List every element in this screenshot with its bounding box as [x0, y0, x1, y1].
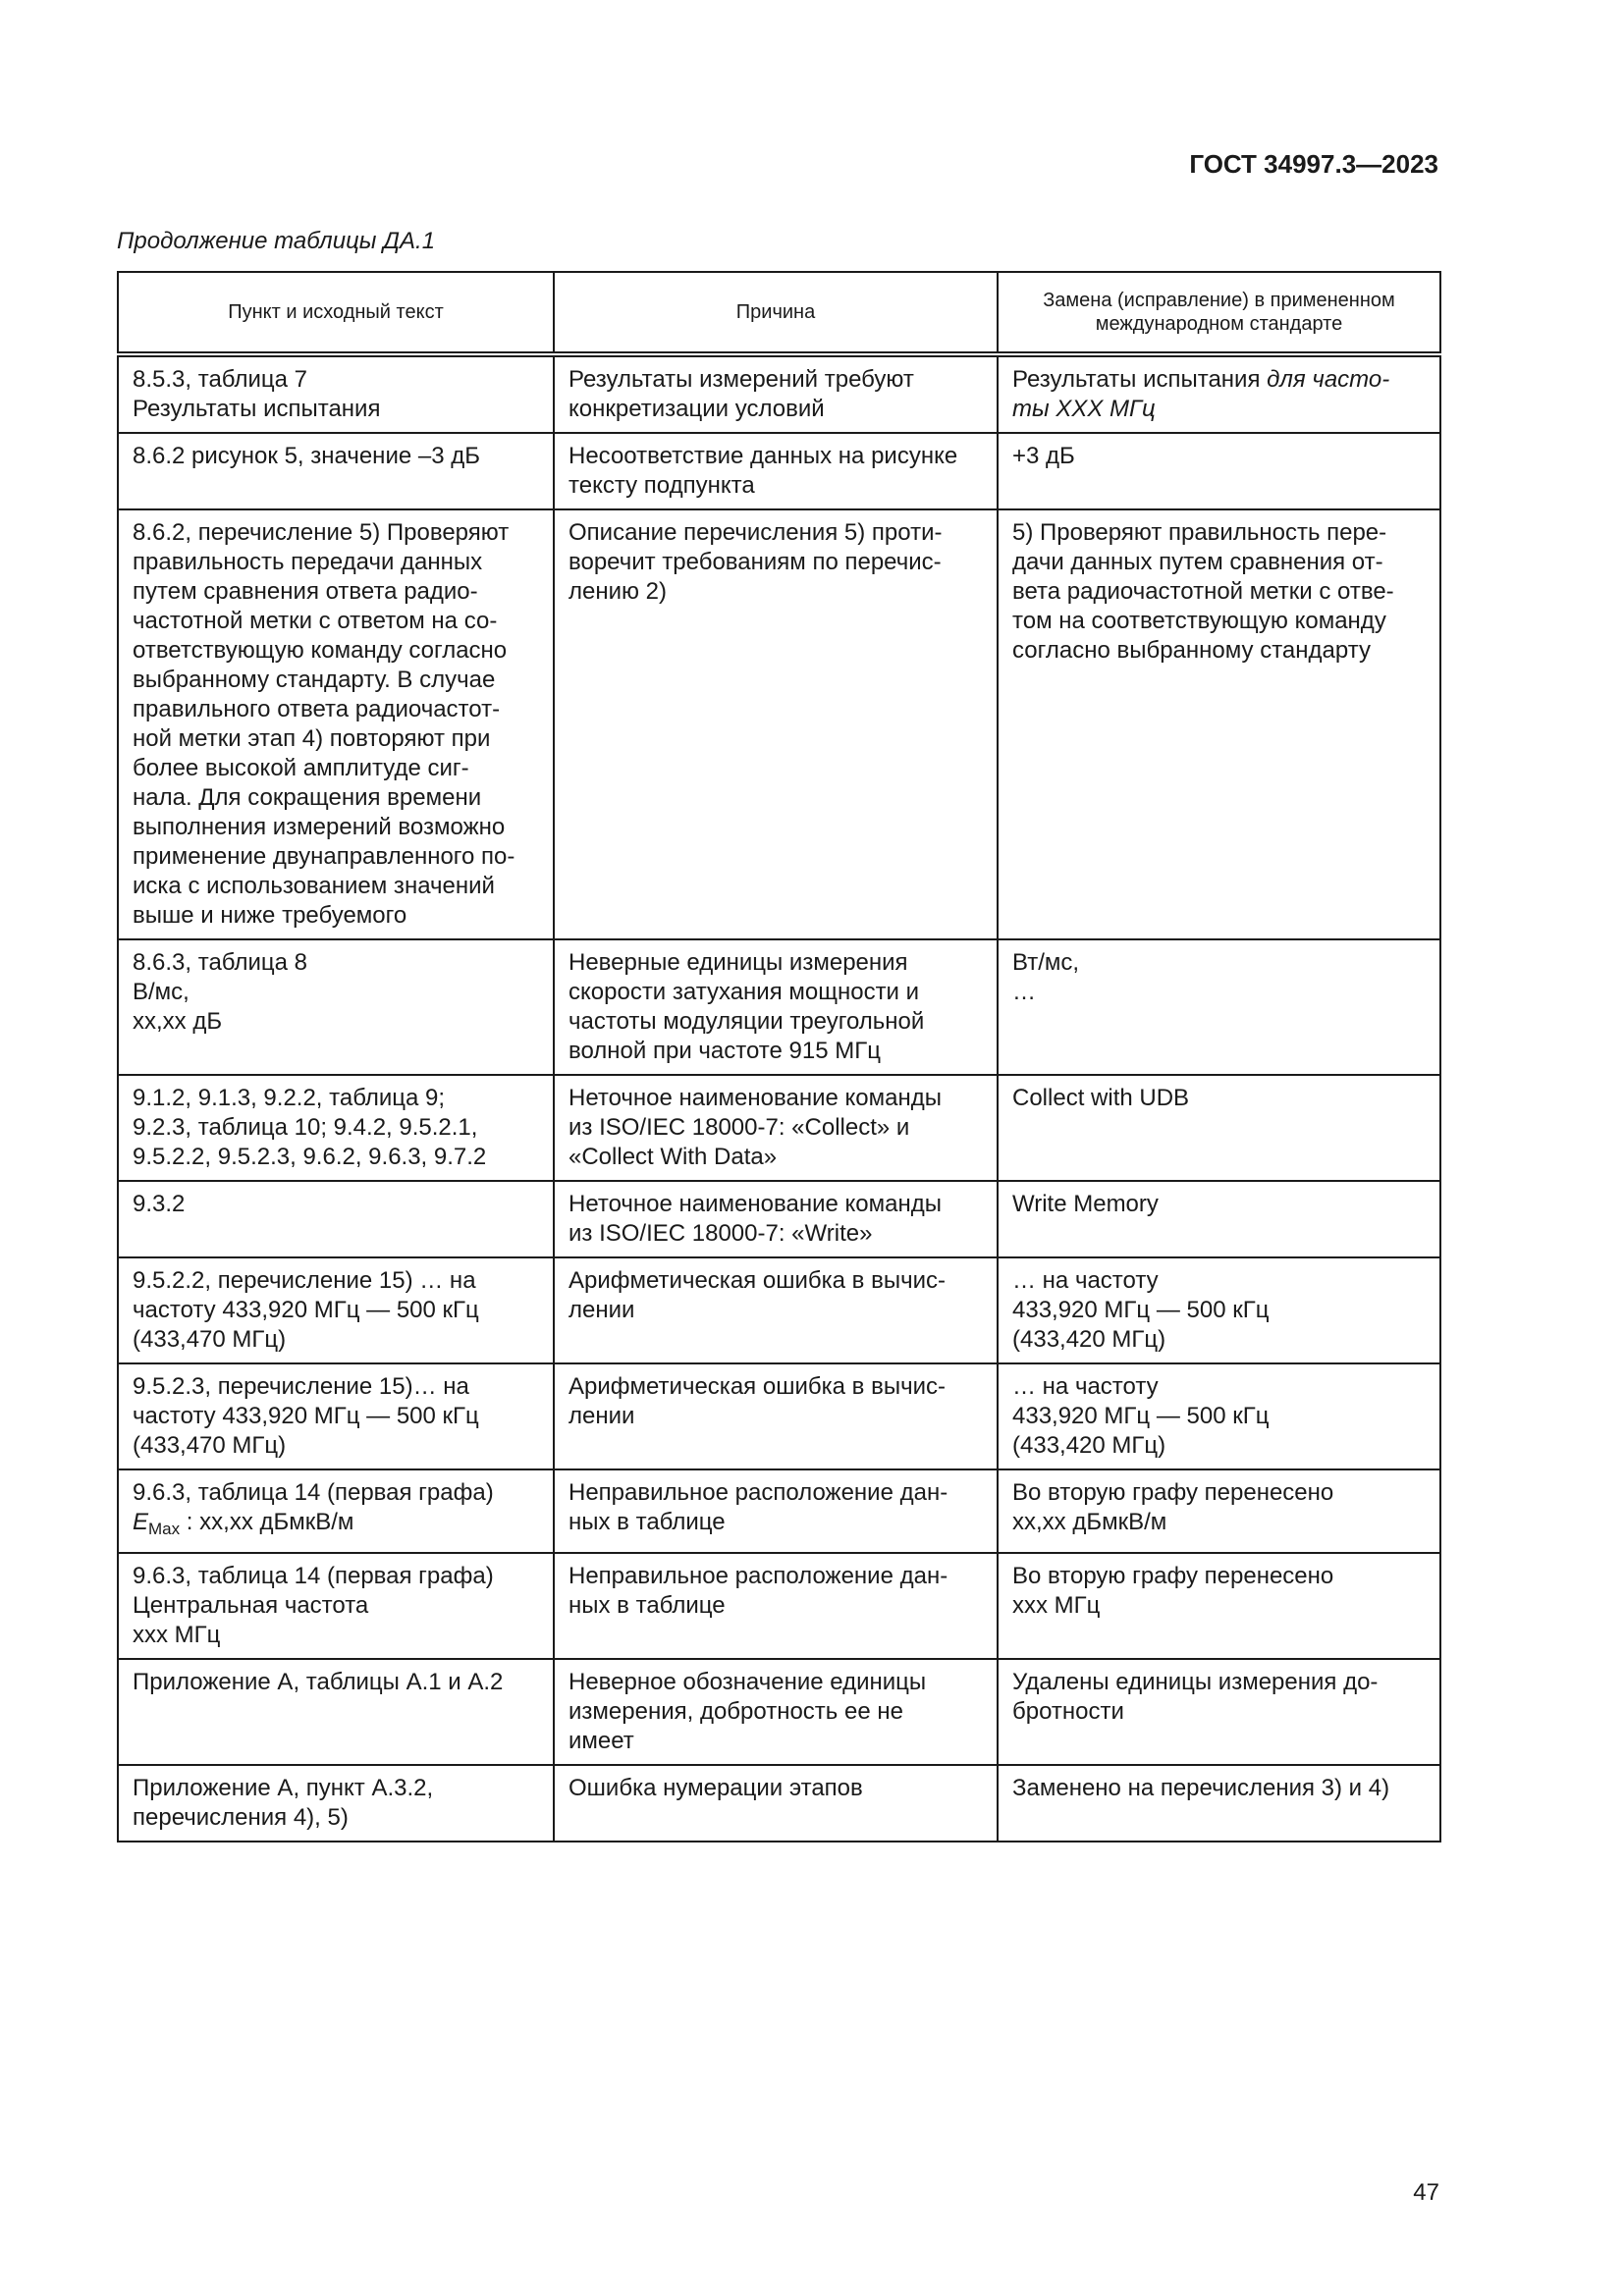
cell-reason: Неверные единицы измерения скорости затухания мощности и частоты модуляции треугольной волной при частоте 915 МГц [554, 939, 998, 1075]
cell-reason: Арифметическая ошибка в вычис- лении [554, 1363, 998, 1469]
cell-replacement: Во вторую графу перенесено хх,хх дБмкВ/м [998, 1469, 1440, 1553]
cell-clause: 9.6.3, таблица 14 (первая графа) Центральная частота ххх МГц [118, 1553, 554, 1659]
cell-clause: 9.5.2.3, перечисление 15)… на частоту 433,920 МГц — 500 кГц (433,470 МГц) [118, 1363, 554, 1469]
cell-replacement: Вт/мс, … [998, 939, 1440, 1075]
cell-clause: 9.1.2, 9.1.3, 9.2.2, таблица 9; 9.2.3, таблица 10; 9.4.2, 9.5.2.1, 9.5.2.2, 9.5.2.3, 9.6.2, 9.6.3, 9.7.2 [118, 1075, 554, 1181]
table-row [118, 1363, 1440, 1469]
cell-clause: 9.5.2.2, перечисление 15) … на частоту 433,920 МГц — 500 кГц (433,470 МГц) [118, 1257, 554, 1363]
cell-clause: 8.6.2 рисунок 5, значение –3 дБ [118, 433, 554, 509]
cell-replacement: Заменено на перечисления 3) и 4) [998, 1765, 1440, 1842]
table-row [118, 1553, 1440, 1659]
cell-reason: Описание перечисления 5) проти- воречит требованиям по перечис- лению 2) [554, 509, 998, 939]
table-row [118, 1659, 1440, 1765]
cell-reason: Несоответствие данных на рисунке тексту подпункта [554, 433, 998, 509]
cell-replacement: Collect with UDB [998, 1075, 1440, 1181]
table-row [118, 354, 1440, 433]
cell-reason: Неточное наименование команды из ISO/IEC 18000-7: «Write» [554, 1181, 998, 1257]
table-row [118, 1075, 1440, 1181]
cell-reason: Неправильное расположение дан- ных в таблице [554, 1469, 998, 1553]
page-number: 47 [1413, 2179, 1439, 2206]
cell-reason: Ошибка нумерации этапов [554, 1765, 998, 1842]
table-row [118, 1257, 1440, 1363]
cell-replacement: Удалены единицы измерения до- бротности [998, 1659, 1440, 1765]
cell-replacement: Результаты испытания для часто- ты XXX МГц [998, 354, 1440, 433]
table-row [118, 509, 1440, 939]
cell-clause: 8.6.2, перечисление 5) Проверяют правильность передачи данных путем сравнения ответа радио- частотной метки с ответом на со- ответствующую команду согласно выбранному стандарту. В случае правильного ответа радиочастот- ной метки этап 4) повторяют при более высокой амплитуде сиг- нала. Для сокращения времени выполнения измерений возможно применение двунаправленного по- иска с использованием значений выше и ниже требуемого [118, 509, 554, 939]
table-row [118, 1469, 1440, 1553]
cell-replacement: Write Memory [998, 1181, 1440, 1257]
table-caption: Продолжение таблицы ДА.1 [117, 228, 436, 254]
column-header-clause: Пункт и исходный текст [118, 272, 554, 354]
cell-replacement: Во вторую графу перенесено ххх МГц [998, 1553, 1440, 1659]
table-row [118, 1765, 1440, 1842]
cell-clause: 8.5.3, таблица 7 Результаты испытания [118, 354, 554, 433]
corrections-table [117, 271, 1441, 1842]
cell-replacement: 5) Проверяют правильность пере- дачи данных путем сравнения от- вета радиочастотной метки с отве- том на соответствующую команду согласно выбранному стандарту [998, 509, 1440, 939]
table-header-row [118, 272, 1440, 354]
cell-clause: Приложение А, пункт А.3.2, перечисления 4), 5) [118, 1765, 554, 1842]
cell-clause: 9.6.3, таблица 14 (первая графа) $E_{Max}$ : хх,хх дБмкВ/м [118, 1469, 554, 1553]
cell-replacement: … на частоту 433,920 МГц — 500 кГц (433,420 МГц) [998, 1363, 1440, 1469]
cell-clause: 8.6.3, таблица 8 В/мс, хх,хх дБ [118, 939, 554, 1075]
cell-clause: Приложение А, таблицы А.1 и А.2 [118, 1659, 554, 1765]
cell-replacement: +3 дБ [998, 433, 1440, 509]
cell-reason: Арифметическая ошибка в вычис- лении [554, 1257, 998, 1363]
cell-reason: Неточное наименование команды из ISO/IEC 18000-7: «Collect» и «Collect With Data» [554, 1075, 998, 1181]
cell-reason: Неверное обозначение единицы измерения, добротность ее не имеет [554, 1659, 998, 1765]
cell-clause: 9.3.2 [118, 1181, 554, 1257]
table-row [118, 939, 1440, 1075]
cell-reason: Результаты измерений требуют конкретизации условий [554, 354, 998, 433]
table-row [118, 433, 1440, 509]
column-header-reason: Причина [554, 272, 998, 354]
document-code: ГОСТ 34997.3—2023 [1189, 149, 1438, 179]
table-row [118, 1181, 1440, 1257]
cell-reason: Неправильное расположение дан- ных в таблице [554, 1553, 998, 1659]
column-header-replacement: Замена (исправление) в примененном международном стандарте [998, 272, 1440, 354]
cell-replacement: … на частоту 433,920 МГц — 500 кГц (433,420 МГц) [998, 1257, 1440, 1363]
